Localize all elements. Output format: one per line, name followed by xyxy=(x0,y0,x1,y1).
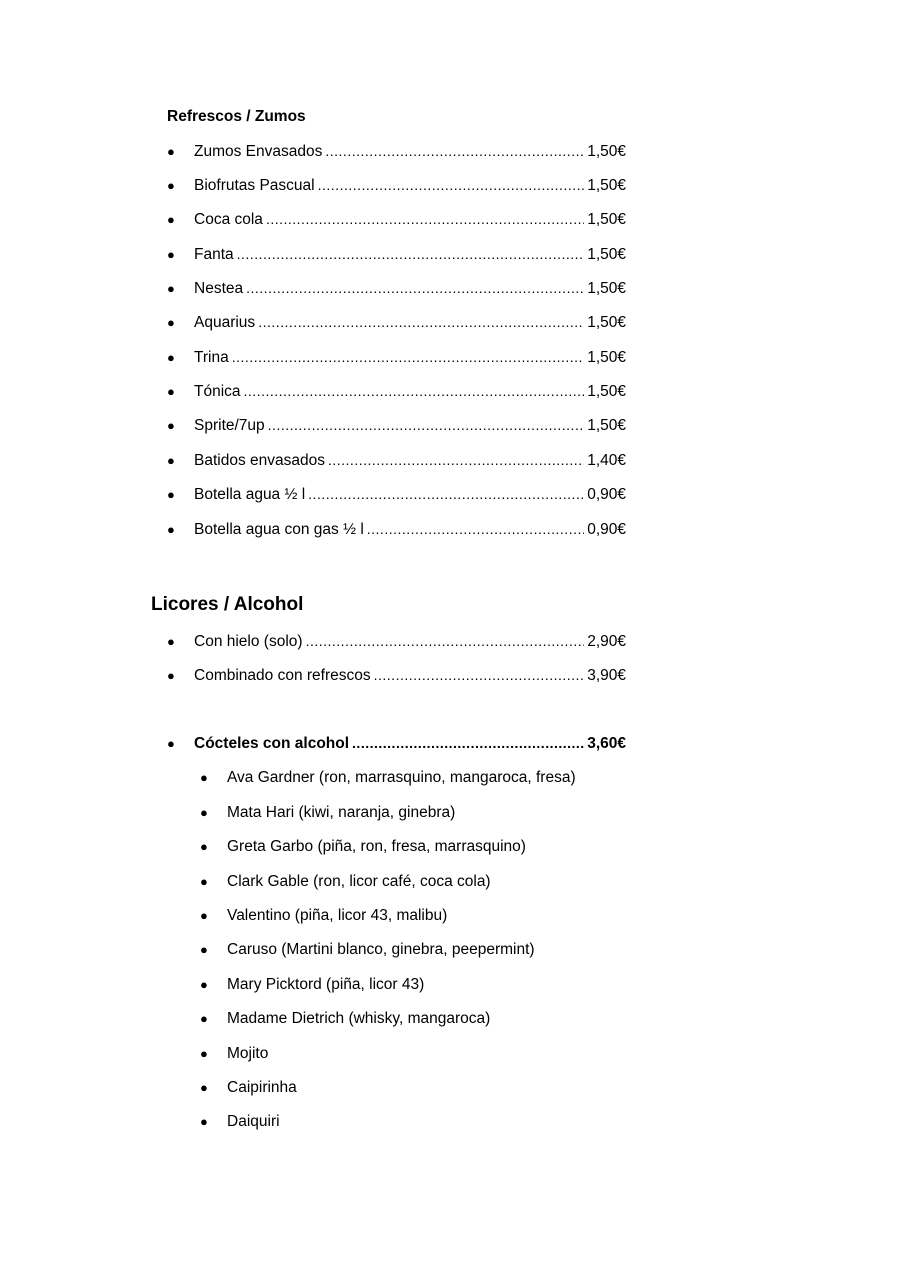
dot-leader xyxy=(374,667,585,683)
bullet-icon: ● xyxy=(200,1080,208,1095)
menu-item xyxy=(167,177,626,199)
item-name: Aquarius xyxy=(194,314,256,331)
cocktail-list-item xyxy=(200,1079,297,1101)
item-name: Nestea xyxy=(194,280,244,297)
cocktail-list-item xyxy=(200,1113,280,1135)
item-price: 1,50€ xyxy=(587,280,626,297)
bullet-icon: ● xyxy=(167,144,175,159)
menu-item xyxy=(167,314,626,336)
item-price: 1,50€ xyxy=(587,417,626,434)
item-price: 1,40€ xyxy=(587,452,626,469)
bullet-icon: ● xyxy=(200,805,208,820)
cocktail-list-item xyxy=(200,1010,490,1032)
item-price: 1,50€ xyxy=(587,211,626,228)
menu-item xyxy=(167,211,626,233)
item-price: 1,50€ xyxy=(587,177,626,194)
menu-item xyxy=(167,383,626,405)
menu-item xyxy=(167,452,626,474)
bullet-icon: ● xyxy=(167,281,175,296)
cocktail-list-item xyxy=(200,976,424,998)
dot-leader xyxy=(246,280,584,296)
dot-leader xyxy=(237,246,585,262)
cocktail-name: Caipirinha xyxy=(227,1079,297,1096)
cocktail-list-item xyxy=(200,1045,268,1067)
dot-leader xyxy=(266,211,584,227)
cocktail-name: Ava Gardner (ron, marrasquino, mangaroca, fresa) xyxy=(227,769,576,786)
menu-item xyxy=(167,667,626,689)
item-price: 1,50€ xyxy=(587,314,626,331)
bullet-icon: ● xyxy=(167,178,175,193)
dot-leader xyxy=(244,383,585,399)
item-name: Botella agua ½ l xyxy=(194,486,306,503)
dot-leader xyxy=(367,521,584,537)
cocktail-name: Mata Hari (kiwi, naranja, ginebra) xyxy=(227,804,456,821)
menu-item xyxy=(167,280,626,302)
menu-item xyxy=(167,486,626,508)
bullet-icon: ● xyxy=(200,1114,208,1129)
cocktail-list-item xyxy=(200,873,491,895)
cocktail-name: Greta Garbo (piña, ron, fresa, marrasquino) xyxy=(227,838,526,855)
cocktail-name: Daiquiri xyxy=(227,1113,280,1130)
item-name: Sprite/7up xyxy=(194,417,265,434)
item-price: 1,50€ xyxy=(587,349,626,366)
item-price: 1,50€ xyxy=(587,383,626,400)
dot-leader xyxy=(258,314,584,330)
item-name: Cócteles con alcohol xyxy=(194,735,350,752)
item-name: Fanta xyxy=(194,246,234,263)
dot-leader xyxy=(308,486,584,502)
item-name: Tónica xyxy=(194,383,241,400)
dot-leader xyxy=(318,177,585,193)
bullet-icon: ● xyxy=(167,522,175,537)
menu-item xyxy=(167,417,626,439)
cocktail-name: Mary Picktord (piña, licor 43) xyxy=(227,976,425,993)
bullet-icon: ● xyxy=(200,908,208,923)
cocktail-list-item xyxy=(200,838,526,860)
cocktail-name: Madame Dietrich (whisky, mangaroca) xyxy=(227,1010,491,1027)
cocktail-list-item xyxy=(200,769,576,791)
dot-leader xyxy=(232,349,584,365)
item-price: 3,60€ xyxy=(587,735,626,752)
item-name: Trina xyxy=(194,349,229,366)
cocktail-list-item xyxy=(200,941,535,963)
item-name: Batidos envasados xyxy=(194,452,325,469)
bullet-icon: ● xyxy=(200,1011,208,1026)
item-name: Botella agua con gas ½ l xyxy=(194,521,364,538)
item-name: Zumos Envasados xyxy=(194,143,323,160)
item-price: 3,90€ xyxy=(587,667,626,684)
menu-item xyxy=(167,633,626,655)
cocktail-name: Clark Gable (ron, licor café, coca cola) xyxy=(227,873,491,890)
bullet-icon: ● xyxy=(167,350,175,365)
bullet-icon: ● xyxy=(200,874,208,889)
bullet-icon: ● xyxy=(200,770,208,785)
dot-leader xyxy=(352,735,584,751)
menu-item xyxy=(167,349,626,371)
refrescos-heading: Refrescos / Zumos xyxy=(167,108,306,125)
bullet-icon: ● xyxy=(200,977,208,992)
item-name: Combinado con refrescos xyxy=(194,667,371,684)
item-price: 0,90€ xyxy=(587,521,626,538)
bullet-icon: ● xyxy=(167,668,175,683)
dot-leader xyxy=(306,633,585,649)
cocktail-list-item xyxy=(200,804,455,826)
bullet-icon: ● xyxy=(200,1046,208,1061)
bullet-icon: ● xyxy=(167,315,175,330)
cocktail-name: Caruso (Martini blanco, ginebra, peepermint) xyxy=(227,941,535,958)
cocteles-item xyxy=(167,735,626,757)
item-name: Coca cola xyxy=(194,211,263,228)
menu-item xyxy=(167,521,626,543)
item-price: 1,50€ xyxy=(587,246,626,263)
bullet-icon: ● xyxy=(200,839,208,854)
bullet-icon: ● xyxy=(167,212,175,227)
cocktail-name: Mojito xyxy=(227,1045,269,1062)
bullet-icon: ● xyxy=(167,487,175,502)
cocktail-name: Valentino (piña, licor 43, malibu) xyxy=(227,907,448,924)
item-price: 1,50€ xyxy=(587,143,626,160)
dot-leader xyxy=(268,417,585,433)
bullet-icon: ● xyxy=(200,942,208,957)
bullet-icon: ● xyxy=(167,384,175,399)
item-name: Biofrutas Pascual xyxy=(194,177,315,194)
dot-leader xyxy=(325,143,584,159)
bullet-icon: ● xyxy=(167,247,175,262)
bullet-icon: ● xyxy=(167,453,175,468)
menu-item xyxy=(167,246,626,268)
dot-leader xyxy=(328,452,584,468)
bullet-icon: ● xyxy=(167,634,175,649)
cocktail-list-item xyxy=(200,907,447,929)
bullet-icon: ● xyxy=(167,418,175,433)
menu-item xyxy=(167,143,626,165)
licores-heading: Licores / Alcohol xyxy=(151,594,304,615)
item-price: 2,90€ xyxy=(587,633,626,650)
bullet-icon: ● xyxy=(167,736,175,751)
item-name: Con hielo (solo) xyxy=(194,633,303,650)
item-price: 0,90€ xyxy=(587,486,626,503)
